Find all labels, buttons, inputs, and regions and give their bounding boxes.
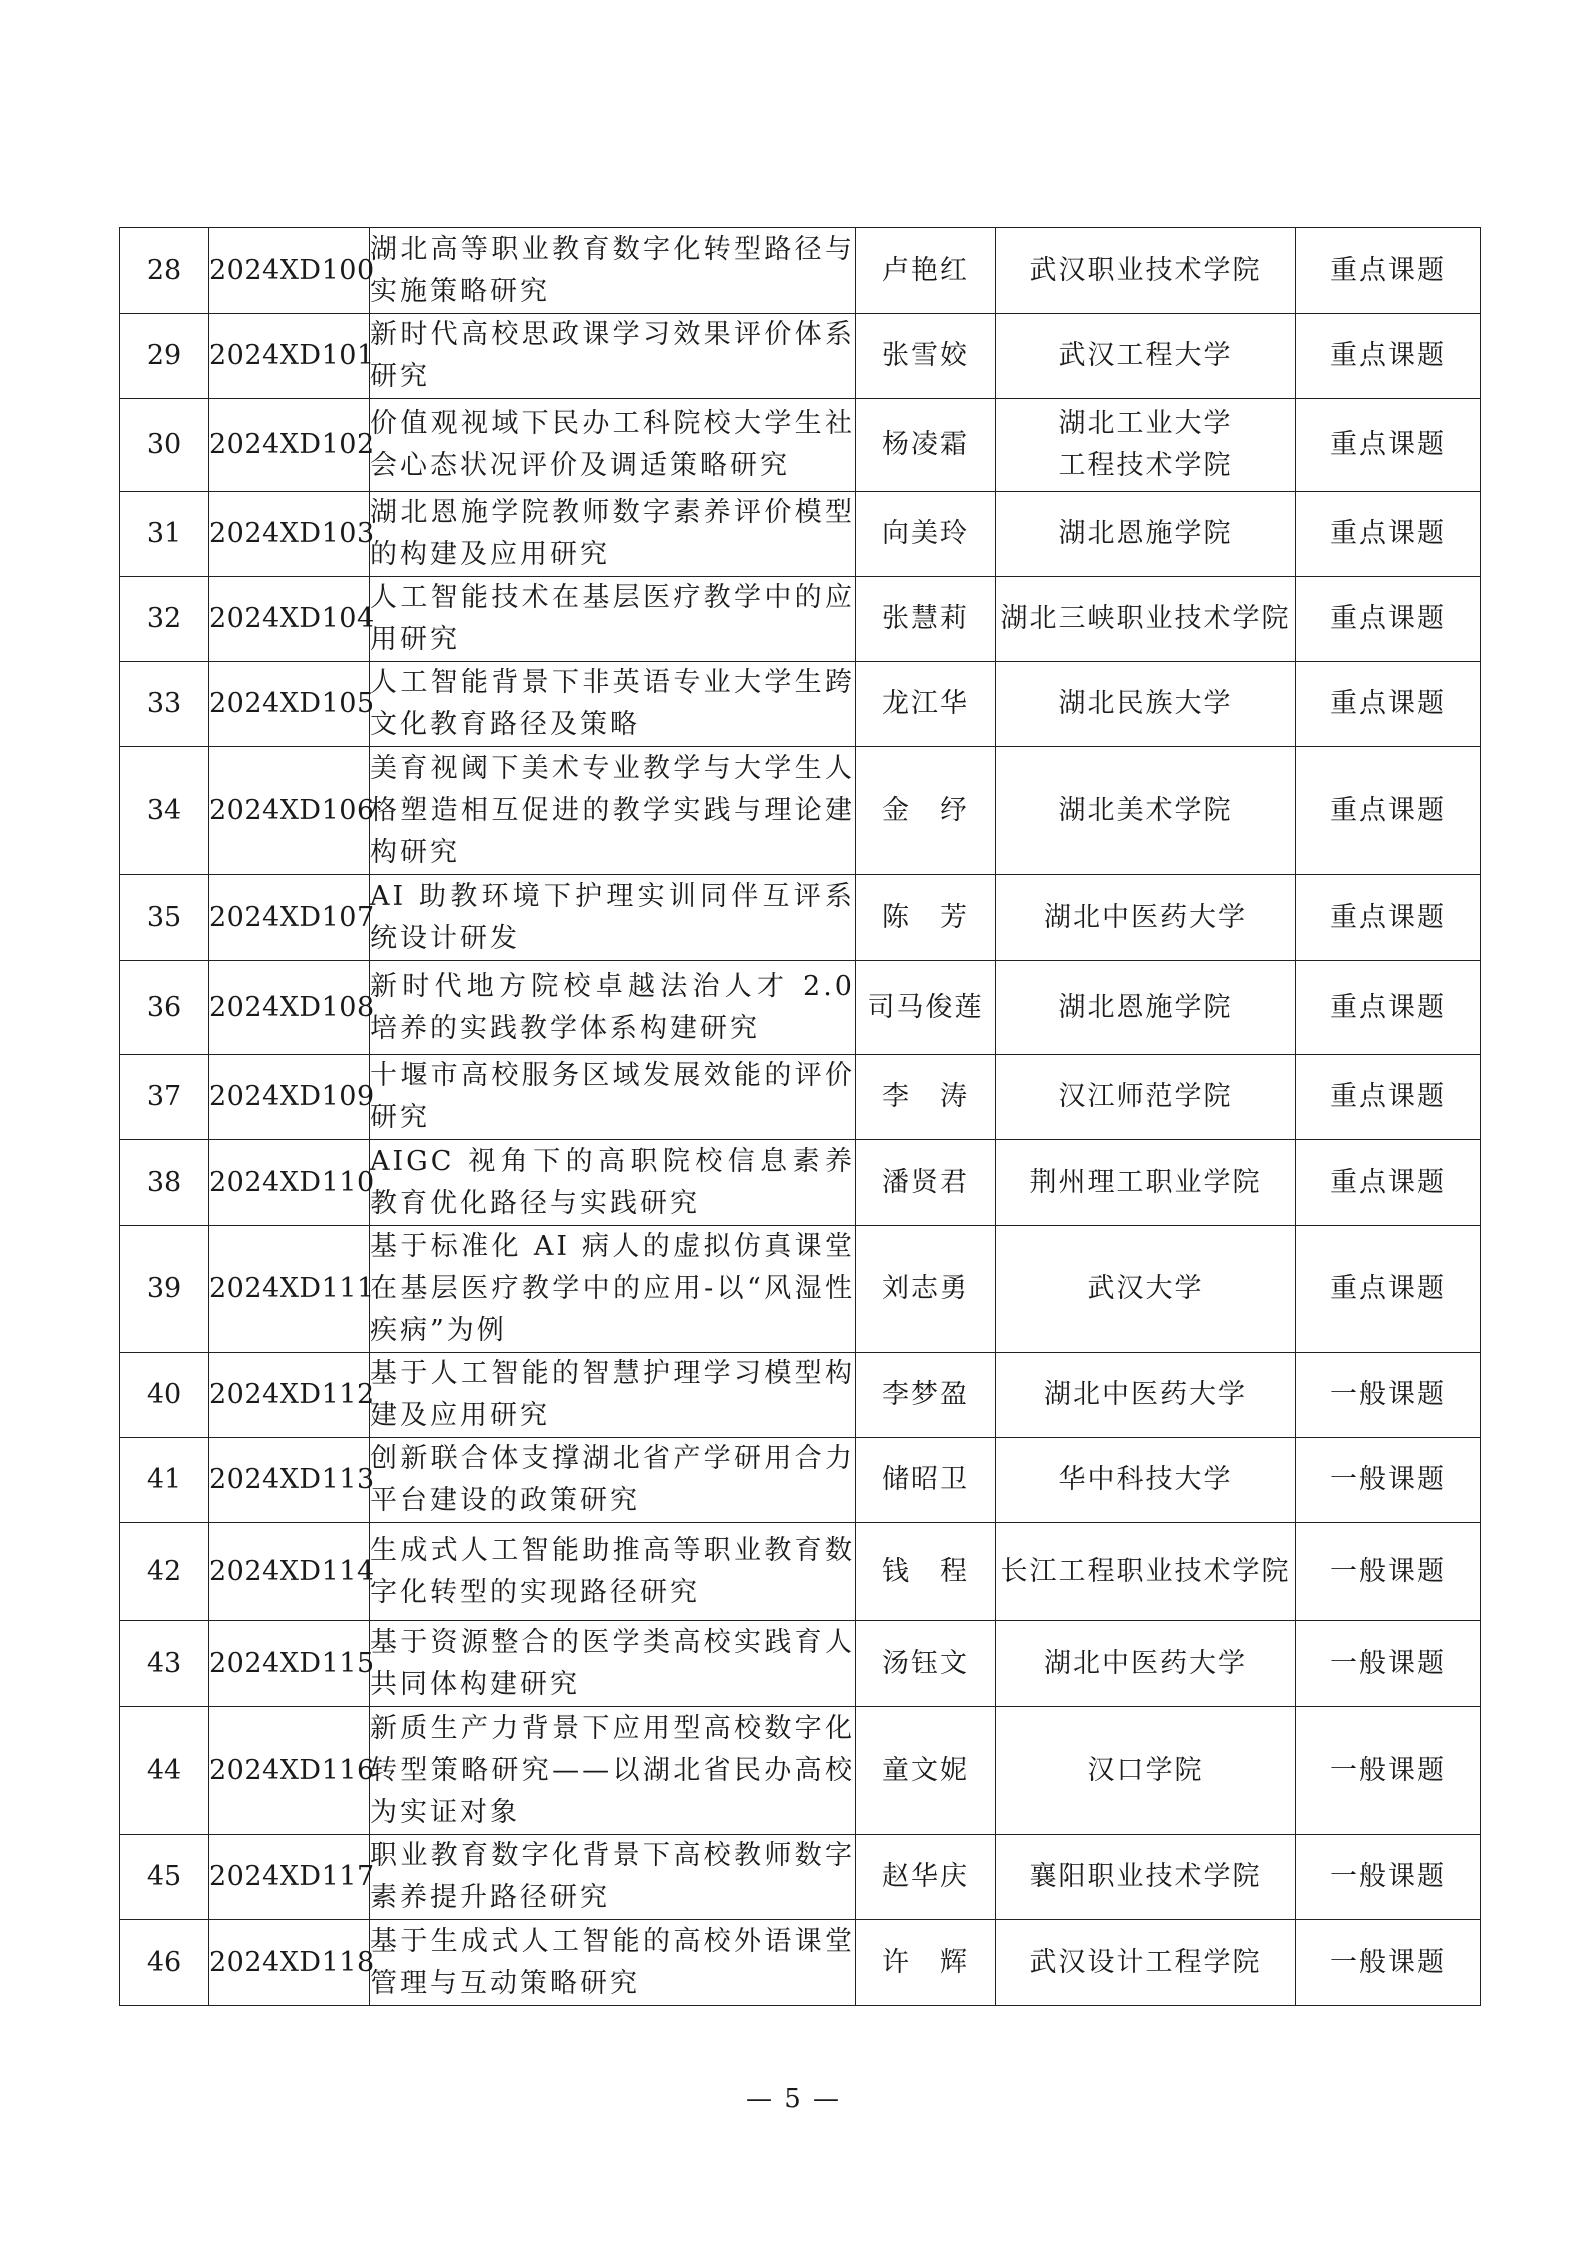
project-category: 重点课题 bbox=[1296, 399, 1481, 492]
table-row bbox=[120, 314, 1481, 399]
project-leader: 许 辉 bbox=[856, 1920, 996, 2006]
affiliation-line: 湖北美术学院 bbox=[1058, 794, 1233, 826]
affiliation bbox=[996, 1438, 1296, 1523]
project-code: 2024XD118 bbox=[209, 1920, 370, 2006]
serial-number: 37 bbox=[120, 1055, 209, 1140]
project-code: 2024XD117 bbox=[209, 1835, 370, 1920]
affiliation-line: 华中科技大学 bbox=[1058, 1464, 1233, 1495]
project-category: 重点课题 bbox=[1296, 314, 1481, 399]
table-row bbox=[120, 875, 1481, 961]
project-code: 2024XD116 bbox=[209, 1707, 370, 1835]
project-category: 重点课题 bbox=[1296, 662, 1481, 747]
affiliation bbox=[996, 1835, 1296, 1920]
affiliation bbox=[996, 1621, 1296, 1707]
affiliation-line: 湖北恩施学院 bbox=[1058, 991, 1233, 1023]
affiliation-line: 湖北中医药大学 bbox=[1044, 1379, 1247, 1410]
affiliation-line: 湖北中医药大学 bbox=[1044, 1647, 1247, 1679]
affiliation bbox=[996, 662, 1296, 747]
project-title: 职业教育数字化背景下高校教师数字素养提升路径研究 bbox=[370, 1835, 856, 1920]
project-leader: 李 涛 bbox=[856, 1055, 996, 1140]
project-title: 美育视阈下美术专业教学与大学生人格塑造相互促进的教学实践与理论建构研究 bbox=[370, 747, 856, 875]
project-title: 湖北高等职业教育数字化转型路径与实施策略研究 bbox=[370, 228, 856, 314]
project-list-body bbox=[120, 228, 1481, 2006]
project-category: 一般课题 bbox=[1296, 1438, 1481, 1523]
project-leader: 钱 程 bbox=[856, 1523, 996, 1621]
page-number: — 5 — bbox=[745, 2084, 842, 2114]
affiliation bbox=[996, 1920, 1296, 2006]
table-row bbox=[120, 662, 1481, 747]
table-row bbox=[120, 228, 1481, 314]
serial-number: 31 bbox=[120, 492, 209, 577]
project-title: 新时代地方院校卓越法治人才 2.0 培养的实践教学体系构建研究 bbox=[370, 961, 856, 1055]
project-title: AIGC 视角下的高职院校信息素养教育优化路径与实践研究 bbox=[370, 1140, 856, 1226]
project-title: 湖北恩施学院教师数字素养评价模型的构建及应用研究 bbox=[370, 492, 856, 577]
affiliation bbox=[996, 1226, 1296, 1353]
serial-number: 35 bbox=[120, 875, 209, 961]
table-row bbox=[120, 747, 1481, 875]
project-category: 重点课题 bbox=[1296, 492, 1481, 577]
affiliation bbox=[996, 228, 1296, 314]
project-leader: 向美玲 bbox=[856, 492, 996, 577]
affiliation-line: 长江工程职业技术学院 bbox=[1000, 1555, 1291, 1587]
project-category: 一般课题 bbox=[1296, 1835, 1481, 1920]
affiliation-line: 汉口学院 bbox=[1087, 1754, 1204, 1786]
project-title: 基于生成式人工智能的高校外语课堂管理与互动策略研究 bbox=[370, 1920, 856, 2006]
affiliation-line: 武汉大学 bbox=[1087, 1273, 1204, 1304]
serial-number: 29 bbox=[120, 314, 209, 399]
serial-number: 43 bbox=[120, 1621, 209, 1707]
project-code: 2024XD101 bbox=[209, 314, 370, 399]
project-title: 人工智能技术在基层医疗教学中的应用研究 bbox=[370, 577, 856, 662]
project-list-table bbox=[119, 227, 1481, 2006]
table-row bbox=[120, 1835, 1481, 1920]
affiliation bbox=[996, 961, 1296, 1055]
table-row bbox=[120, 492, 1481, 577]
table-row bbox=[120, 1621, 1481, 1707]
affiliation bbox=[996, 1055, 1296, 1140]
affiliation bbox=[996, 492, 1296, 577]
project-code: 2024XD103 bbox=[209, 492, 370, 577]
project-code: 2024XD102 bbox=[209, 399, 370, 492]
project-title: AI 助教环境下护理实训同伴互评系统设计研发 bbox=[370, 875, 856, 961]
project-leader: 司马俊莲 bbox=[856, 961, 996, 1055]
project-title: 人工智能背景下非英语专业大学生跨文化教育路径及策略 bbox=[370, 662, 856, 747]
table-row bbox=[120, 1523, 1481, 1621]
affiliation-line: 湖北工业大学 bbox=[1058, 408, 1233, 439]
project-code: 2024XD111 bbox=[209, 1226, 370, 1353]
project-code: 2024XD100 bbox=[209, 228, 370, 314]
serial-number: 32 bbox=[120, 577, 209, 662]
serial-number: 40 bbox=[120, 1353, 209, 1438]
project-leader: 龙江华 bbox=[856, 662, 996, 747]
affiliation bbox=[996, 314, 1296, 399]
table-row bbox=[120, 961, 1481, 1055]
serial-number: 41 bbox=[120, 1438, 209, 1523]
project-leader: 张慧莉 bbox=[856, 577, 996, 662]
project-leader: 陈 芳 bbox=[856, 875, 996, 961]
affiliation-line: 汉江师范学院 bbox=[1058, 1081, 1233, 1112]
project-leader: 张雪姣 bbox=[856, 314, 996, 399]
table-row bbox=[120, 1226, 1481, 1353]
table-row bbox=[120, 399, 1481, 492]
project-code: 2024XD106 bbox=[209, 747, 370, 875]
project-title: 价值观视域下民办工科院校大学生社会心态状况评价及调适策略研究 bbox=[370, 399, 856, 492]
project-title: 基于标准化 AI 病人的虚拟仿真课堂在基层医疗教学中的应用-以“风湿性疾病”为例 bbox=[370, 1226, 856, 1353]
project-leader: 赵华庆 bbox=[856, 1835, 996, 1920]
serial-number: 30 bbox=[120, 399, 209, 492]
affiliation bbox=[996, 1707, 1296, 1835]
project-category: 一般课题 bbox=[1296, 1523, 1481, 1621]
affiliation-line: 武汉工程大学 bbox=[1058, 340, 1233, 371]
affiliation bbox=[996, 1353, 1296, 1438]
affiliation-line: 襄阳职业技术学院 bbox=[1029, 1861, 1262, 1892]
serial-number: 44 bbox=[120, 1707, 209, 1835]
affiliation-line: 湖北中医药大学 bbox=[1044, 901, 1247, 933]
table-row bbox=[120, 1438, 1481, 1523]
project-code: 2024XD110 bbox=[209, 1140, 370, 1226]
affiliation-line: 湖北三峡职业技术学院 bbox=[1000, 603, 1291, 634]
project-leader: 杨凌霜 bbox=[856, 399, 996, 492]
project-leader: 李梦盈 bbox=[856, 1353, 996, 1438]
project-leader: 储昭卫 bbox=[856, 1438, 996, 1523]
project-code: 2024XD107 bbox=[209, 875, 370, 961]
project-leader: 刘志勇 bbox=[856, 1226, 996, 1353]
project-leader: 金 纾 bbox=[856, 747, 996, 875]
affiliation bbox=[996, 1523, 1296, 1621]
project-leader: 潘贤君 bbox=[856, 1140, 996, 1226]
project-code: 2024XD108 bbox=[209, 961, 370, 1055]
project-category: 一般课题 bbox=[1296, 1353, 1481, 1438]
project-category: 重点课题 bbox=[1296, 1055, 1481, 1140]
project-title: 创新联合体支撑湖北省产学研用合力平台建设的政策研究 bbox=[370, 1438, 856, 1523]
project-category: 重点课题 bbox=[1296, 747, 1481, 875]
affiliation-line: 工程技术学院 bbox=[1058, 450, 1233, 481]
affiliation-line: 荆州理工职业学院 bbox=[1029, 1166, 1262, 1198]
project-code: 2024XD114 bbox=[209, 1523, 370, 1621]
affiliation bbox=[996, 1140, 1296, 1226]
project-code: 2024XD109 bbox=[209, 1055, 370, 1140]
project-title: 基于人工智能的智慧护理学习模型构建及应用研究 bbox=[370, 1353, 856, 1438]
project-category: 重点课题 bbox=[1296, 577, 1481, 662]
project-category: 重点课题 bbox=[1296, 228, 1481, 314]
project-title: 新质生产力背景下应用型高校数字化转型策略研究——以湖北省民办高校为实证对象 bbox=[370, 1707, 856, 1835]
project-category: 重点课题 bbox=[1296, 961, 1481, 1055]
serial-number: 28 bbox=[120, 228, 209, 314]
project-category: 重点课题 bbox=[1296, 1140, 1481, 1226]
affiliation bbox=[996, 875, 1296, 961]
table-row bbox=[120, 1140, 1481, 1226]
serial-number: 33 bbox=[120, 662, 209, 747]
project-code: 2024XD115 bbox=[209, 1621, 370, 1707]
serial-number: 36 bbox=[120, 961, 209, 1055]
serial-number: 46 bbox=[120, 1920, 209, 2006]
project-category: 一般课题 bbox=[1296, 1621, 1481, 1707]
table-row bbox=[120, 1353, 1481, 1438]
affiliation-line: 武汉职业技术学院 bbox=[1029, 254, 1262, 286]
table-row bbox=[120, 1707, 1481, 1835]
project-leader: 卢艳红 bbox=[856, 228, 996, 314]
table-row bbox=[120, 577, 1481, 662]
project-code: 2024XD113 bbox=[209, 1438, 370, 1523]
project-leader: 汤钰文 bbox=[856, 1621, 996, 1707]
serial-number: 34 bbox=[120, 747, 209, 875]
table-row bbox=[120, 1920, 1481, 2006]
affiliation bbox=[996, 399, 1296, 492]
project-category: 重点课题 bbox=[1296, 875, 1481, 961]
affiliation bbox=[996, 747, 1296, 875]
affiliation-line: 武汉设计工程学院 bbox=[1029, 1946, 1262, 1978]
project-code: 2024XD112 bbox=[209, 1353, 370, 1438]
serial-number: 39 bbox=[120, 1226, 209, 1353]
project-title: 十堰市高校服务区域发展效能的评价研究 bbox=[370, 1055, 856, 1140]
affiliation-line: 湖北民族大学 bbox=[1058, 688, 1233, 719]
project-category: 一般课题 bbox=[1296, 1707, 1481, 1835]
affiliation-line: 湖北恩施学院 bbox=[1058, 518, 1233, 549]
project-title: 新时代高校思政课学习效果评价体系研究 bbox=[370, 314, 856, 399]
table-row bbox=[120, 1055, 1481, 1140]
project-title: 生成式人工智能助推高等职业教育数字化转型的实现路径研究 bbox=[370, 1523, 856, 1621]
project-category: 重点课题 bbox=[1296, 1226, 1481, 1353]
project-category: 一般课题 bbox=[1296, 1920, 1481, 2006]
affiliation bbox=[996, 577, 1296, 662]
serial-number: 42 bbox=[120, 1523, 209, 1621]
serial-number: 38 bbox=[120, 1140, 209, 1226]
project-code: 2024XD105 bbox=[209, 662, 370, 747]
serial-number: 45 bbox=[120, 1835, 209, 1920]
project-title: 基于资源整合的医学类高校实践育人共同体构建研究 bbox=[370, 1621, 856, 1707]
project-leader: 童文妮 bbox=[856, 1707, 996, 1835]
project-code: 2024XD104 bbox=[209, 577, 370, 662]
